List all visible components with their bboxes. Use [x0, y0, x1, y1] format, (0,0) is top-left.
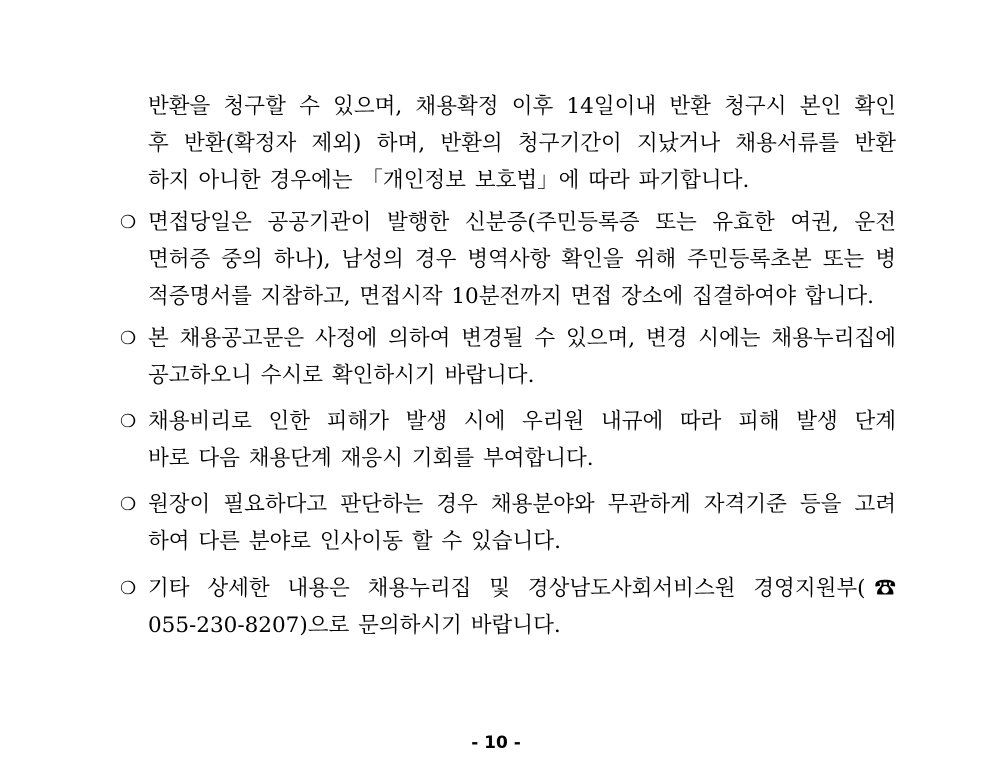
text-line: 후 반환(확정자 제외) 하며, 반환의 청구기간이 지났거나 채용서류를 반환 [148, 131, 896, 156]
paragraph-contact-info [148, 570, 896, 644]
text-line: 바로 다음 채용단계 재응시 기회를 부여합니다. [148, 446, 594, 471]
paragraph-notice-change [148, 320, 896, 394]
bullet-icon: ❍ [120, 411, 137, 432]
text-line: 적증명서를 지참하고, 면접시작 10분전까지 면접 장소에 집결하여야 합니다. [148, 284, 874, 309]
paragraph-personnel-transfer [148, 486, 896, 560]
text-line: 채용비리로 인한 피해가 발생 시에 우리원 내규에 따라 피해 발생 단계 [148, 409, 896, 434]
bullet-icon: ❍ [120, 212, 137, 233]
text-line: 면접당일은 공공기관이 발행한 신분증(주민등록증 또는 유효한 여권, 운전 [148, 210, 896, 235]
paragraph-hiring-corruption [148, 403, 896, 477]
text-line: 하지 아니한 경우에는 「개인정보 보호법」에 따라 파기합니다. [148, 168, 750, 193]
text-line: 공고하오니 수시로 확인하시기 바랍니다. [148, 363, 535, 388]
page-number: - 10 - [471, 733, 521, 753]
paragraph-return-request [148, 88, 896, 199]
bullet-icon: ❍ [120, 578, 137, 599]
bullet-icon: ❍ [120, 494, 137, 515]
text-line: 본 채용공고문은 사정에 의하여 변경될 수 있으며, 변경 시에는 채용누리집에 [148, 326, 896, 351]
text-line: 055-230-8207)으로 문의하시기 바랍니다. [148, 613, 561, 638]
text-line: 면허증 중의 하나), 남성의 경우 병역사항 확인을 위해 주민등록초본 또는 병 [148, 247, 896, 272]
text-line: 하여 다른 분야로 인사이동 할 수 있습니다. [148, 529, 561, 554]
paragraph-interview-id [148, 204, 896, 315]
text-line: 원장이 필요하다고 판단하는 경우 채용분야와 무관하게 자격기준 등을 고려 [148, 492, 896, 517]
text-line: 기타 상세한 내용은 채용누리집 및 경상남도사회서비스원 경영지원부(☎ [148, 576, 896, 601]
text-line: 반환을 청구할 수 있으며, 채용확정 이후 14일이내 반환 청구시 본인 확인 [148, 94, 896, 119]
bullet-icon: ❍ [120, 328, 137, 349]
